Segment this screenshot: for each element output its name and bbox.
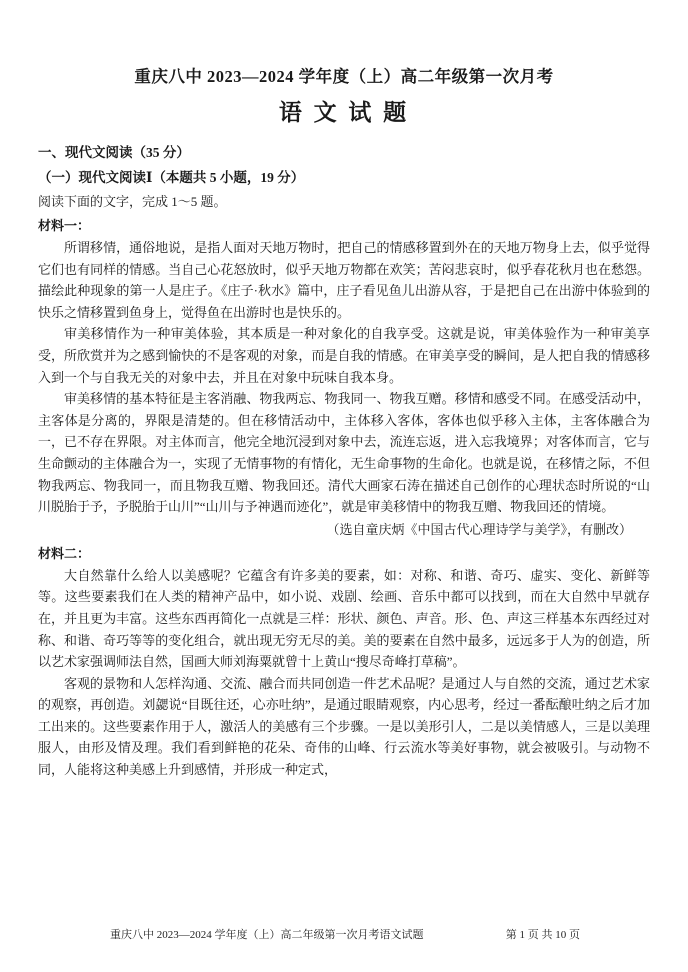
material-1-label: 材料一： bbox=[38, 218, 91, 233]
subsection-1-heading: （一）现代文阅读Ⅰ（本题共 5 小题，19 分） bbox=[38, 169, 305, 185]
exam-body bbox=[38, 141, 650, 781]
page-footer bbox=[38, 926, 650, 942]
material-1-paragraph-2: 审美移情作为一种审美体验，其本质是一种对象化的自我享受。这就是说，审美体验作为一种审美享受，所欣赏并为之感到愉快的不是客观的对象，而是自我的情感。在审美享受的瞬间，是人把自我的情感移入到一个与自我无关的对象中去，并且在对象中玩味自我本身。 bbox=[38, 326, 650, 385]
material-1-paragraph-3: 审美移情的基本特征是主客消融、物我两忘、物我同一、物我互赠。移情和感受不同。在感受活动中，主客体是分离的，界限是清楚的。但在移情活动中，主体移入客体，客体也似乎移入主体，主客体融合为一，已不存在界限。对主体而言，他完全地沉浸到对象中去，流连忘返，进入忘我境界；对客体而言，它与生命颤动的主体融合为一，实现了无情事物的有情化，无生命事物的生命化。也就是说，在移情之际，不但物我两忘、物我同一，而且物我互赠、物我回还。清代大画家石涛在描述自己创作的心理状态时所说的“山川脱胎于予，予脱胎于山川”“山川与予神遇而迹化”，就是审美移情中的物我互赠、物我回还的情境。 bbox=[38, 391, 650, 515]
exam-title-line: 重庆八中 2023—2024 学年度（上）高二年级第一次月考 bbox=[134, 67, 554, 86]
material-2-label: 材料二： bbox=[38, 545, 91, 561]
exam-header bbox=[38, 66, 650, 128]
material-2-paragraph-2: 客观的景物和人怎样沟通、交流、融合而共同创造一件艺术品呢？是通过人与自然的交流，通过艺术家的观察，再创造。刘勰说“目既往还，心亦吐纳”，是通过眼睛观察，内心思考，经过一番酝酿吐纳之后才加工出来的。这些要素作用于人，激活人的美感有三个步骤。一是以美形引人，二是以美情感人，三是以美理服人，由形及情及理。我们看到鲜艳的花朵、奇伟的山峰、行云流水等美好事物，就会被吸引。与动物不同，人能将这种美感上升到感情，并形成一种定式， bbox=[38, 675, 650, 778]
material-1-paragraph-1: 所谓移情，通俗地说，是指人面对天地万物时，把自己的情感移置到外在的天地万物身上去，似乎觉得它们也有同样的情感。当自己心花怒放时，似乎天地万物都在欢笑；苦闷悲哀时，似乎春花秋月也在愁怨。描绘此种现象的第一人是庄子。《庄子·秋水》篇中，庄子看见鱼儿出游从容，于是把自己在出游中体验到的快乐之情移置到鱼身上，觉得鱼在出游时也是快乐的。 bbox=[38, 240, 650, 320]
section-1-heading: 一、现代文阅读（35 分） bbox=[38, 145, 190, 160]
footer-exam-title: 重庆八中 2023—2024 学年度（上）高二年级第一次月考语文试题 bbox=[110, 929, 424, 941]
exam-subject-title: 语 文 试 题 bbox=[278, 100, 410, 125]
material-1-source-attribution: （选自童庆炳《中国古代心理诗学与美学》，有删改） bbox=[326, 521, 632, 537]
material-2-paragraph-1: 大自然靠什么给人以美感呢？它蕴含有许多美的要素，如：对称、和谐、奇巧、虚实、变化、新鲜等等。这些要素我们在人类的精神产品中，如小说、戏剧、绘画、音乐中都可以找到，而在大自然中早就存在，并且更为丰富。这些东西再简化一点就是三样：形状、颜色、声音。形、色、声这三样基本东西经过对称、和谐、奇巧等等的变化组合，就出现无穷无尽的美。美的要素在自然中最多，远远多于人为的创造，所以艺术家强调师法自然，国画大师刘海粟就曾十上黄山“搜尽奇峰打草稿”。 bbox=[38, 567, 650, 670]
footer-page-number: 第 1 页 共 10 页 bbox=[505, 929, 580, 941]
reading-instruction: 阅读下面的文字，完成 1～5 题。 bbox=[38, 194, 227, 209]
